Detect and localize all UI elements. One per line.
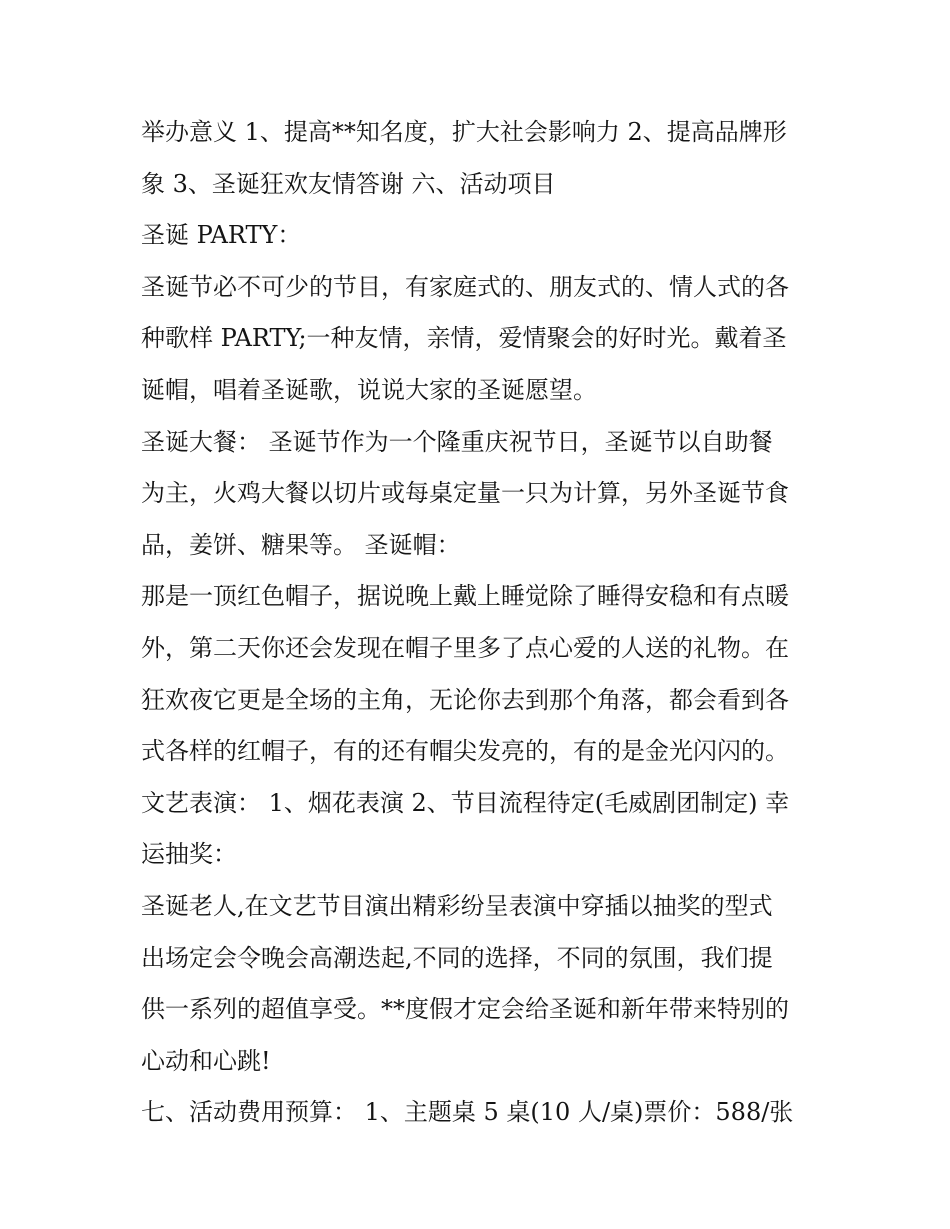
text-line-16: 圣诞老人,在文艺节目演出精彩纷呈表演中穿插以抽奖的型式 (141, 891, 773, 920)
text-line-9: 品，姜饼、糖果等。 圣诞帽： (141, 530, 461, 559)
text-line-19: 心动和心跳! (141, 1046, 271, 1075)
text-line-10: 那是一顶红色帽子，据说晚上戴上睡觉除了睡得安稳和有点暖 (141, 582, 789, 611)
text-line-15: 运抽奖： (141, 840, 237, 869)
text-line-14: 文艺表演： 1、烟花表演 2、节目流程待定(毛威剧团制定) 幸 (141, 788, 790, 817)
text-line-5: 种歌样 PARTY;一种友情，亲情，爱情聚会的好时光。戴着圣 (141, 324, 787, 353)
text-line-2: 象 3、圣诞狂欢友情答谢 六、活动项目 (141, 169, 556, 198)
text-line-1: 举办意义 1、提高**知名度，扩大社会影响力 2、提高品牌形 (141, 118, 787, 146)
text-line-18: 供一系列的超值享受。**度假才定会给圣诞和新年带来特别的 (141, 995, 789, 1024)
text-line-11: 外，第二天你还会发现在帽子里多了点心爱的人送的礼物。在 (141, 633, 789, 662)
text-line-4: 圣诞节必不可少的节目，有家庭式的、朋友式的、情人式的各 (141, 272, 789, 301)
text-line-13: 式各样的红帽子，有的还有帽尖发亮的，有的是金光闪闪的。 (141, 737, 789, 766)
document-body (141, 107, 821, 1139)
text-line-12: 狂欢夜它更是全场的主角，无论你去到那个角落，都会看到各 (141, 685, 789, 714)
text-line-20: 七、活动费用预算： 1、主题桌 5 桌(10 人/桌)票价：588/张 (141, 1098, 794, 1127)
text-line-8: 为主，火鸡大餐以切片或每桌定量一只为计算，另外圣诞节食 (141, 479, 789, 508)
text-line-17: 出场定会令晚会高潮迭起,不同的选择，不同的氛围，我们提 (141, 943, 773, 972)
text-line-7: 圣诞大餐： 圣诞节作为一个隆重庆祝节日，圣诞节以自助餐 (141, 427, 773, 456)
text-line-6: 诞帽，唱着圣诞歌，说说大家的圣诞愿望。 (141, 375, 597, 404)
section-heading-party: 圣诞 PARTY： (141, 221, 302, 250)
